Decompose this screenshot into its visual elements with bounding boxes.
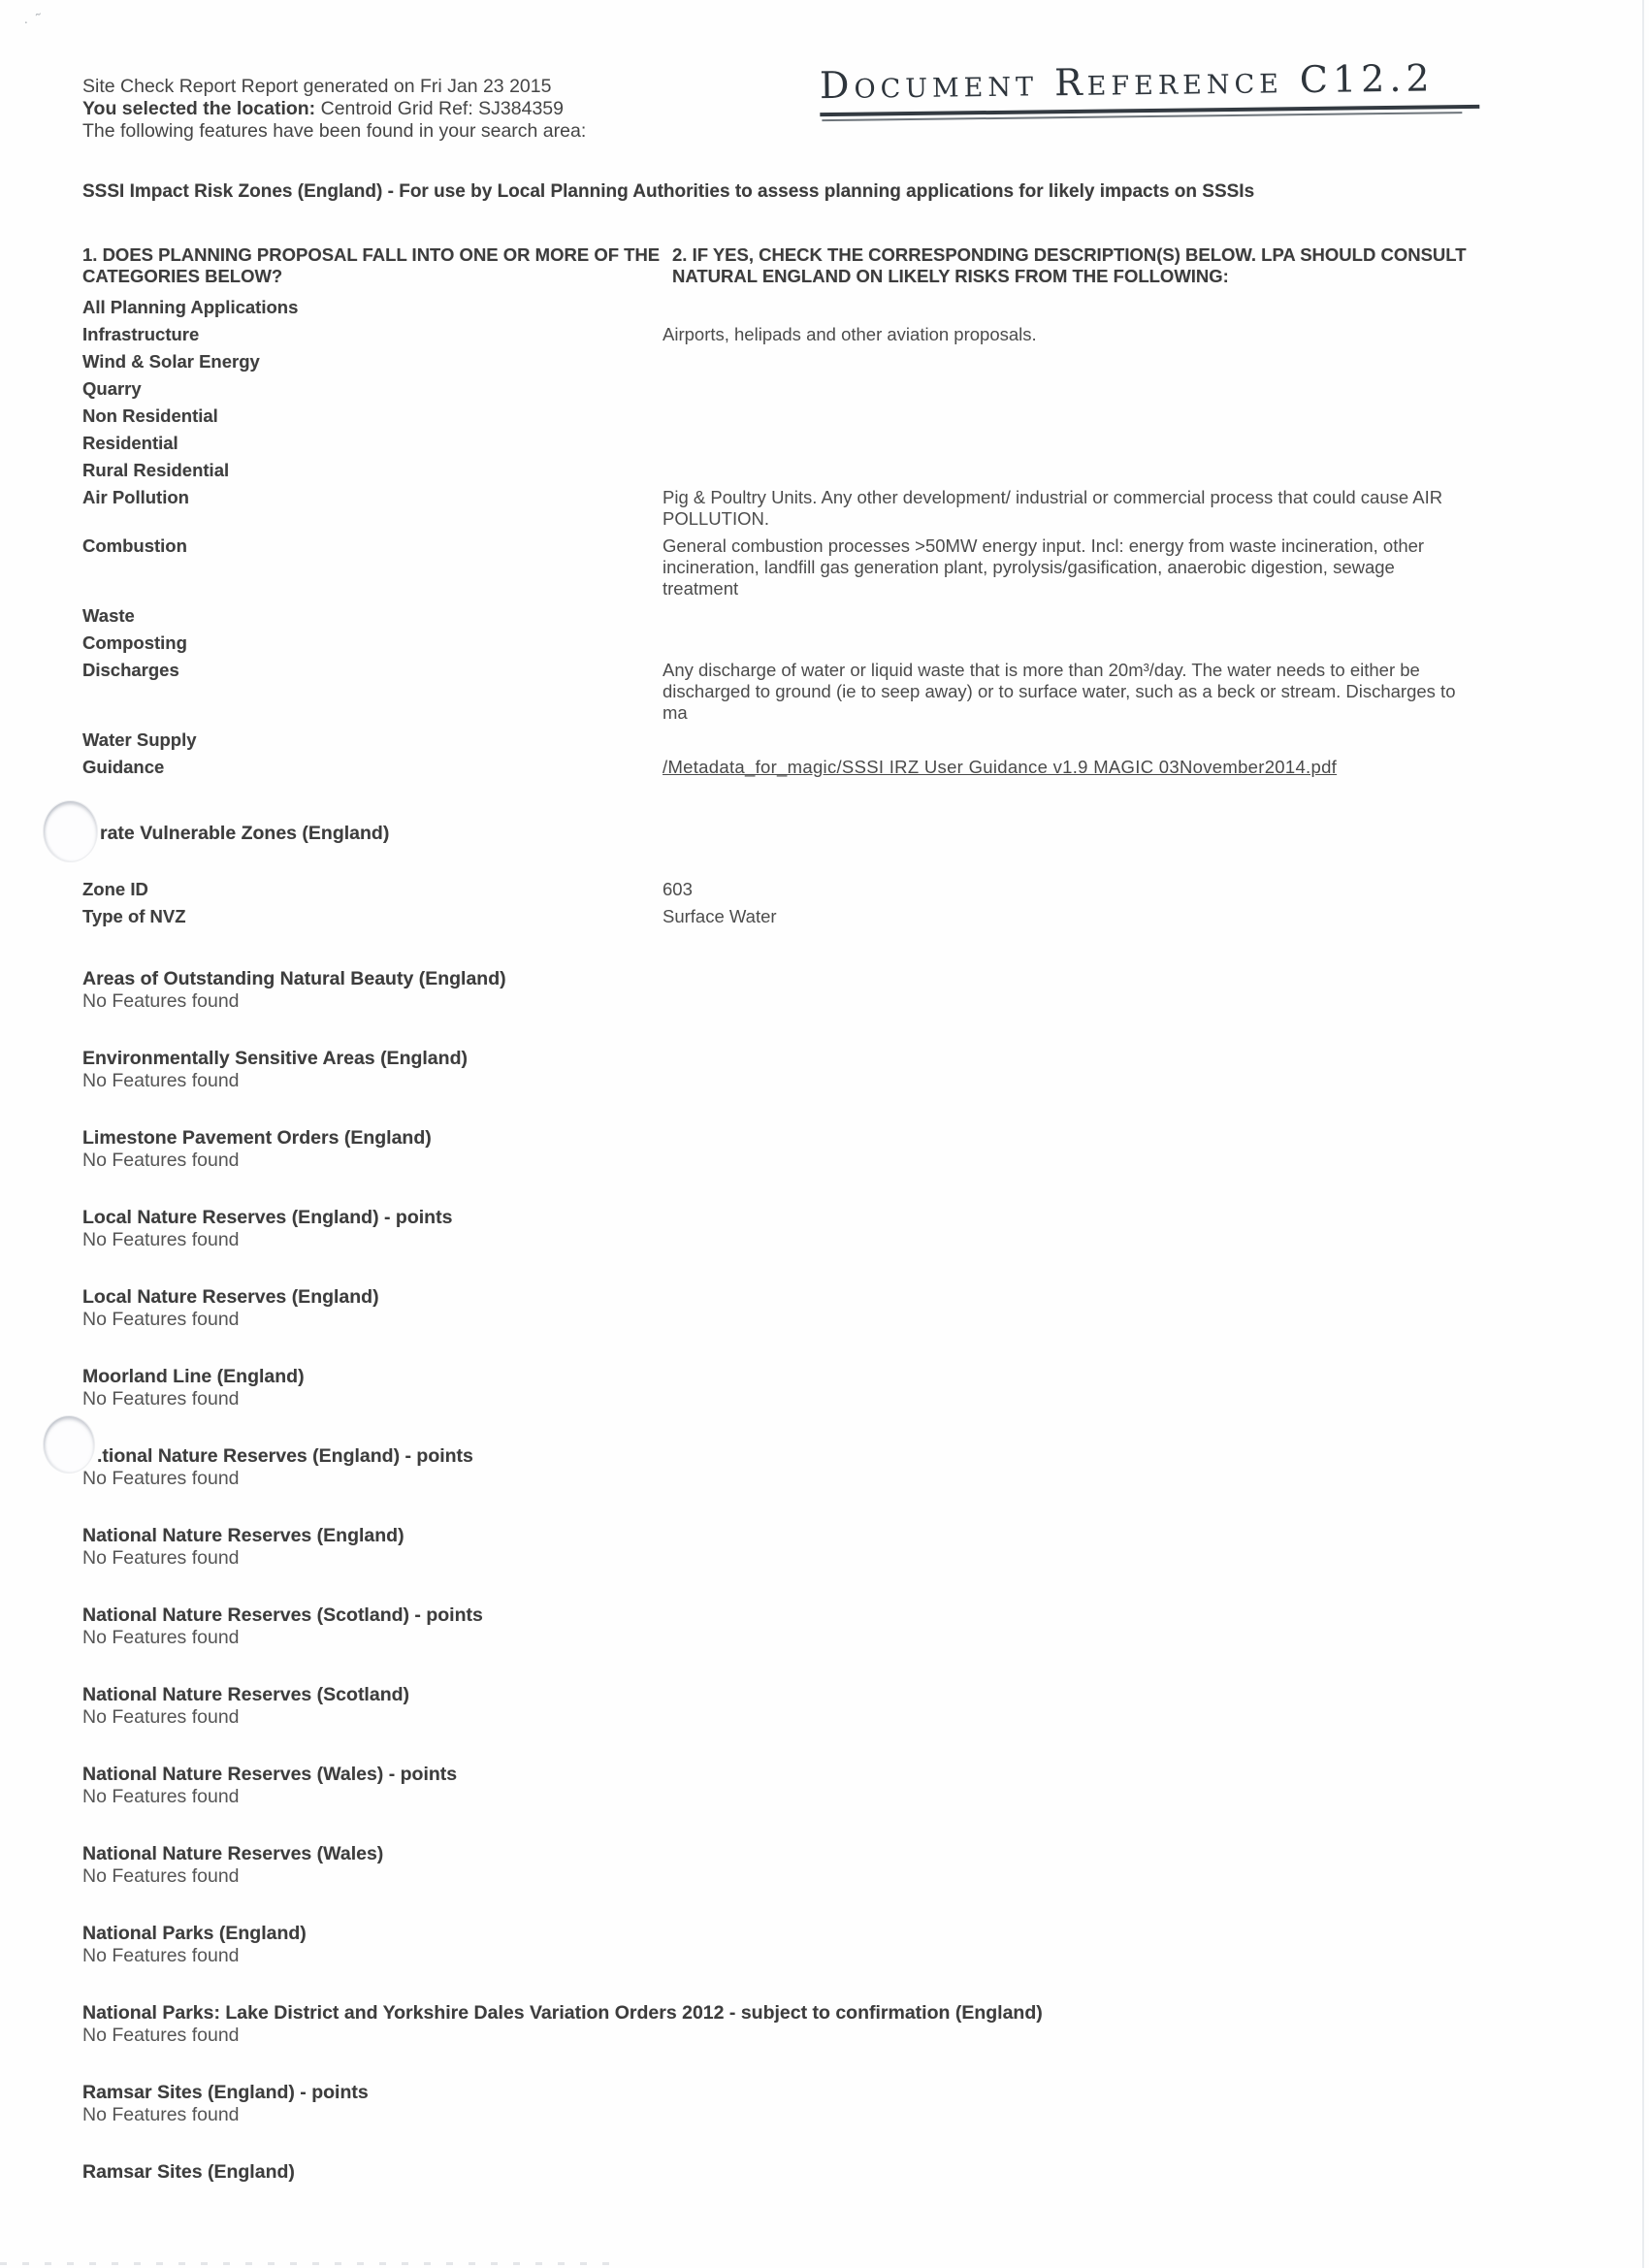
feature-section-status: No Features found — [82, 1150, 240, 1171]
feature-section-status: No Features found — [82, 1865, 240, 1887]
feature-section-title: Limestone Pavement Orders (England) — [82, 1127, 432, 1149]
nvz-field-value: Surface Water — [663, 906, 777, 926]
sssi-description-text — [663, 460, 1468, 481]
sssi-description-text — [663, 405, 1468, 427]
feature-section-status: No Features found — [82, 2025, 240, 2046]
nvz-field-label: Zone ID — [82, 879, 148, 899]
feature-section — [82, 1843, 1537, 1923]
feature-section-title: National Nature Reserves (Scotland) - points — [82, 1604, 483, 1626]
sssi-category-label: Discharges — [82, 660, 179, 680]
feature-section-status: No Features found — [82, 1070, 240, 1091]
sssi-section-title: SSSI Impact Risk Zones (England) - For use by Local Planning Authorities to assess planning applications for likely impacts on SSSIs — [82, 181, 1255, 202]
feature-section-title: Environmentally Sensitive Areas (England) — [82, 1048, 468, 1069]
feature-section — [82, 1286, 1537, 1366]
nvz-section-title: rate Vulnerable Zones (England) — [100, 823, 390, 844]
feature-section-title: National Nature Reserves (Scotland) — [82, 1684, 410, 1705]
feature-section-status: No Features found — [82, 2104, 240, 2125]
feature-section-title: Ramsar Sites (England) — [82, 2161, 295, 2183]
sssi-row — [82, 535, 1576, 599]
feature-section — [82, 1525, 1537, 1604]
feature-section — [82, 2161, 1537, 2241]
sssi-row — [82, 378, 1576, 400]
nvz-field-value: 603 — [663, 879, 693, 899]
sssi-category-label: Rural Residential — [82, 460, 230, 480]
pencil-mark: ·˜ — [21, 9, 52, 31]
feature-section — [82, 968, 1537, 1048]
location-label: You selected the location: — [82, 98, 316, 119]
feature-section-status: No Features found — [82, 1229, 240, 1250]
sssi-description-text — [663, 605, 1468, 627]
feature-section-status: No Features found — [82, 990, 240, 1012]
sssi-category-label: Combustion — [82, 535, 187, 556]
feature-section-status: No Features found — [82, 1388, 240, 1409]
sssi-category-label: Residential — [82, 433, 178, 453]
feature-section — [82, 2082, 1537, 2161]
feature-section-title: Local Nature Reserves (England) - points — [82, 1207, 453, 1228]
feature-section — [82, 1684, 1537, 1764]
feature-section — [82, 1764, 1537, 1843]
sssi-category-label: Wind & Solar Energy — [82, 351, 260, 372]
sssi-category-label: Infrastructure — [82, 324, 200, 344]
location-value: Centroid Grid Ref: SJ384359 — [315, 98, 564, 119]
feature-section-title: National Parks: Lake District and Yorkshire Dales Variation Orders 2012 - subject to confirmation (England) — [82, 2002, 1043, 2024]
sssi-description-text — [663, 297, 1468, 318]
feature-section-status: No Features found — [82, 1706, 240, 1728]
scan-edge-artifact — [1642, 0, 1644, 2268]
sssi-row — [82, 351, 1576, 373]
feature-section — [82, 1923, 1537, 2002]
feature-section-title: National Parks (England) — [82, 1923, 307, 1944]
feature-section — [82, 1366, 1537, 1445]
feature-section-title: Local Nature Reserves (England) — [82, 1286, 379, 1308]
feature-section — [82, 1207, 1537, 1286]
sssi-description-text — [663, 351, 1468, 373]
sssi-description-text: Pig & Poultry Units. Any other development/ industrial or commercial process that could cause AIR POLLUTION. — [663, 487, 1443, 529]
sssi-rows — [82, 297, 1576, 778]
feature-section — [82, 1445, 1537, 1525]
sssi-description-text: General combustion processes >50MW energy input. Incl: energy from waste incineration, other incineration, landfill gas generation plant, pyrolysis/gasification, anaerobic digestion, sewage treatment — [663, 535, 1425, 599]
feature-section-status: No Features found — [82, 1468, 240, 1489]
sssi-category-label: All Planning Applications — [82, 297, 299, 317]
sssi-category-label: Guidance — [82, 757, 165, 777]
sssi-row — [82, 729, 1576, 751]
feature-section-title: Moorland Line (England) — [82, 1366, 305, 1387]
sssi-category-label: Waste — [82, 605, 135, 626]
sssi-row — [82, 632, 1576, 654]
feature-section-title: National Nature Reserves (England) — [82, 1525, 404, 1546]
feature-section — [82, 1604, 1537, 1684]
sssi-row — [82, 405, 1576, 427]
feature-section — [82, 1048, 1537, 1127]
report-header — [82, 76, 586, 143]
feature-section-title: National Nature Reserves (Wales) — [82, 1843, 384, 1864]
sssi-category-label: Quarry — [82, 378, 142, 399]
feature-section-title: .tional Nature Reserves (England) - points — [97, 1445, 473, 1467]
sssi-description-text — [663, 378, 1468, 400]
report-intro-line: The following features have been found in your search area: — [82, 120, 587, 142]
sssi-row — [82, 605, 1576, 627]
feature-section-title: Areas of Outstanding Natural Beauty (England) — [82, 968, 506, 989]
feature-section — [82, 1127, 1537, 1207]
feature-section — [82, 2002, 1537, 2082]
sssi-column1-header: 1. DOES PLANNING PROPOSAL FALL INTO ONE OR MORE OF THE CATEGORIES BELOW? — [82, 244, 661, 286]
sssi-description-text — [663, 433, 1468, 454]
sssi-description-text — [663, 757, 1468, 778]
feature-section-status: No Features found — [82, 1786, 240, 1807]
sssi-row — [82, 460, 1576, 481]
feature-section-title: National Nature Reserves (Wales) - points — [82, 1764, 458, 1785]
sssi-row — [82, 660, 1576, 724]
feature-section-status: No Features found — [82, 1945, 240, 1966]
hole-punch-icon — [44, 801, 97, 861]
report-generated-line: Site Check Report Report generated on Fri Jan 23 2015 — [82, 76, 552, 97]
sssi-row — [82, 433, 1576, 454]
guidance-pdf-link[interactable]: /Metadata_for_magic/SSSI IRZ User Guidance v1.9 MAGIC 03November2014.pdf — [663, 757, 1338, 777]
sssi-category-label: Water Supply — [82, 729, 197, 750]
handwritten-document-reference: Document Reference C12.2 — [820, 56, 1480, 116]
feature-section-status: No Features found — [82, 1627, 240, 1648]
sssi-column2-header: 2. IF YES, CHECK THE CORRESPONDING DESCRIPTION(S) BELOW. LPA SHOULD CONSULT NATURAL ENGLAND ON LIKELY RISKS FROM THE FOLLOWING: — [672, 244, 1467, 286]
feature-sections-list — [82, 968, 1537, 2241]
feature-section-title: Ramsar Sites (England) - points — [82, 2082, 369, 2103]
sssi-row — [82, 297, 1576, 318]
sssi-row — [82, 757, 1576, 778]
sssi-table — [82, 244, 1576, 784]
sssi-description-text: Airports, helipads and other aviation proposals. — [663, 324, 1037, 344]
sssi-description-text — [663, 632, 1468, 654]
sssi-row — [82, 324, 1576, 345]
sssi-category-label: Composting — [82, 632, 187, 653]
sssi-table-header — [82, 244, 1576, 287]
feature-section-status: No Features found — [82, 1309, 240, 1330]
hole-punch-icon — [44, 1416, 94, 1473]
sssi-description-text — [663, 729, 1468, 751]
nvz-field-label: Type of NVZ — [82, 906, 186, 926]
sssi-row — [82, 487, 1576, 530]
sssi-description-text: Any discharge of water or liquid waste that is more than 20m³/day. The water needs to either be discharged to ground (ie to seep away) or to surface water, such as a beck or stream. Discharges to ma — [663, 660, 1456, 723]
scan-bottom-artifact — [0, 2262, 621, 2265]
sssi-category-label: Air Pollution — [82, 487, 189, 507]
sssi-category-label: Non Residential — [82, 405, 218, 426]
feature-section-status: No Features found — [82, 1547, 240, 1569]
report-location-line — [82, 98, 586, 120]
